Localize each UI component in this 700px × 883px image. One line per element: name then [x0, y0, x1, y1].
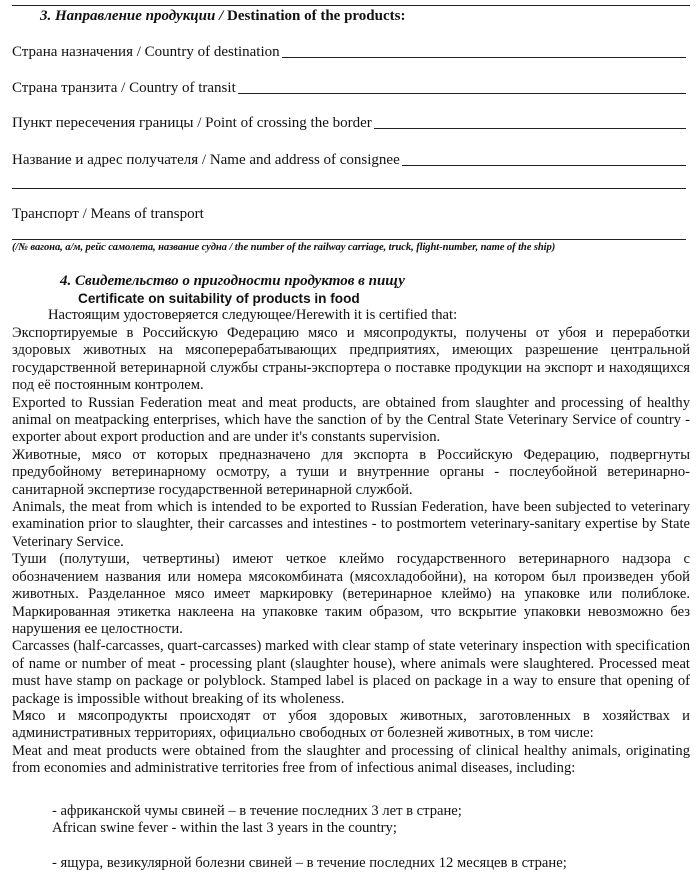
transport-line[interactable]: [12, 239, 686, 240]
section3-title-ru: 3. Направление продукции /: [40, 8, 224, 24]
country-destination-label: Страна назначения / Country of destination: [12, 44, 280, 60]
list-spacer: [52, 838, 690, 855]
certificate-body: [12, 325, 690, 778]
paragraph-2-en: Animals, the meat from which is intended to be exported to Russian Federation, have been subjected to veterinary examination prior to slaughter, their carcasses and intestines - to postmortem veterinary-sanitary expertise by State Veterinary Service.: [12, 499, 690, 550]
disease-item-asf-en: African swine fever - within the last 3 years in the country;: [52, 820, 397, 837]
transport-field[interactable]: [12, 206, 686, 223]
transport-note: (/№ вагона, а/м, рейс самолета, название судна / the number of the railway carriage, truck, flight-number, name of the ship): [12, 242, 556, 253]
country-destination-field[interactable]: [12, 44, 686, 61]
paragraph-4-en: Meat and meat products were obtained from the slaughter and processing of clinical healthy animals, originating from economies and administrative territories free from of infectious animal diseases, including:: [12, 742, 690, 777]
border-crossing-label: Пункт пересечения границы / Point of crossing the border: [12, 115, 372, 131]
paragraph-4-ru: Мясо и мясопродукты происходят от убоя здоровых животных, заготовленных в хозяйствах и административных территориях, официально свободных от болезней животных, в том числе:: [12, 707, 690, 742]
paragraph-3-en: Carcasses (half-carcasses, quart-carcasses) marked with clear stamp of state veterinary inspection with specification of name or number of meat - processing plant (slaughter house), where animals were slaughtered. Processed meat must have stamp on package or polyblock. Stamped label is placed on package in a way to ensure that opening of package is impossible without breaking of its wholeness.: [12, 638, 690, 707]
country-transit-field[interactable]: [12, 80, 686, 97]
consignee-extra-line[interactable]: [12, 188, 686, 189]
paragraph-3-ru: Туши (полутуши, четвертины) имеют четкое клеймо государственного ветеринарного надзора с обозначением названия или номера мясокомбината (мясохладобойни), на котором был произведен убой животных. Разделанное мясо имеет маркировку (ветеринарное клеймо) на упаковке или полиблоке. Маркированная этикетка наклеена на упаковке таким образом, что вскрытие упаковки невозможно без нарушения ее целостности.: [12, 551, 690, 637]
disease-item-asf-ru: - африканской чумы свиней – в течение последних 3 лет в стране;: [52, 803, 462, 819]
transport-label: Транспорт / Means of transport: [12, 206, 204, 222]
country-transit-line[interactable]: [238, 93, 686, 94]
section4-intro: Настоящим удостоверяется следующее/Herewith it is certified that:: [48, 307, 458, 323]
disease-list: [52, 803, 690, 872]
border-crossing-field[interactable]: [12, 115, 686, 132]
country-destination-line[interactable]: [282, 57, 686, 58]
paragraph-2-ru: Животные, мясо от которых предназначено для экспорта в Российскую Федерацию, подвергнуты предубойному ветеринарному осмотру, а туши и внутренние органы - послеубойной ветеринарно-санитарной экспертизе государственной ветеринарной службой.: [12, 446, 690, 498]
border-crossing-line[interactable]: [374, 128, 686, 129]
disease-item-fmd-ru: - ящура, везикулярной болезни свиней – в течение последних 12 месяцев в стране;: [52, 854, 567, 871]
country-transit-label: Страна транзита / Country of transit: [12, 80, 236, 96]
section3-heading: [40, 8, 405, 25]
paragraph-1-en: Exported to Russian Federation meat and meat products, are obtained from slaughter and processing of healthy animal on meatpacking enterprises, which have the sanction of by the Central State Veterinary Service of country - exporter about export production and are under it's constants supervision.: [12, 394, 690, 446]
consignee-line[interactable]: [402, 165, 686, 166]
consignee-field[interactable]: [12, 152, 686, 169]
section4-title-en: Certificate on suitability of products in food: [78, 291, 360, 306]
section4-title-ru: 4. Свидетельство о пригодности продуктов в пищу: [60, 273, 405, 289]
section3-title-en: Destination of the products:: [223, 8, 406, 24]
paragraph-1-ru: Экспортируемые в Российскую Федерацию мясо и мясопродукты, получены от убоя и переработки здоровых животных на мясоперерабатывающих предприятиях, имеющих разрешение центральной государственной ветеринарной службы страны-экспортера о поставке продукции на экспорт и находящихся под её постоянным контролем.: [12, 325, 690, 394]
top-rule: [12, 5, 690, 6]
consignee-label: Название и адрес получателя / Name and address of consignee: [12, 152, 400, 168]
